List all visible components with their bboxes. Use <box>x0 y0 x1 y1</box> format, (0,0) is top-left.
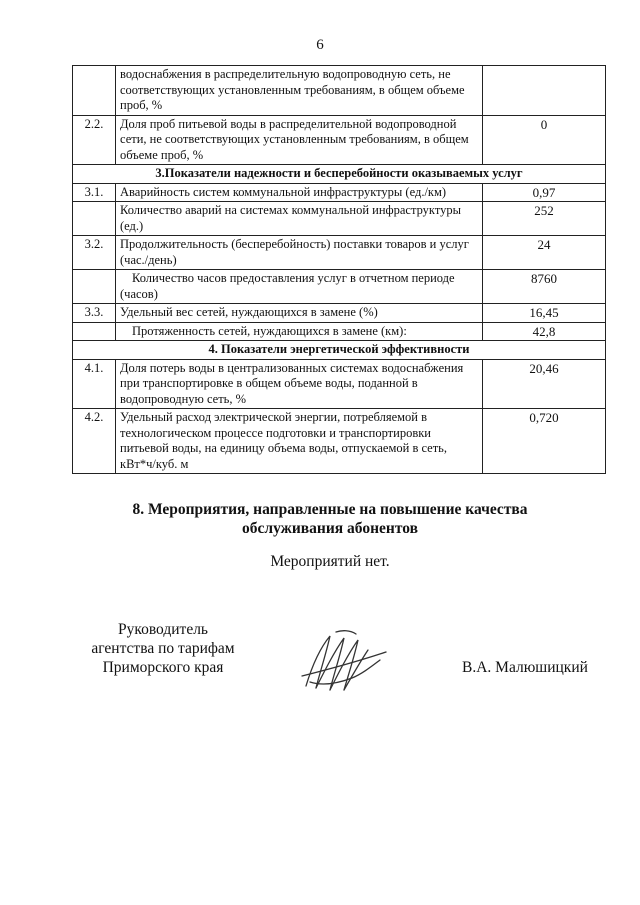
table-row <box>73 270 606 304</box>
table-row <box>73 322 606 341</box>
indicators-table <box>72 65 606 474</box>
handwritten-signature <box>296 626 392 699</box>
row-description: Доля проб питьевой воды в распределительной водопроводной сети, не соответствующих установленным требованиям, в общем объеме проб, % <box>116 115 483 165</box>
table-row <box>73 202 606 236</box>
section-header-row <box>73 165 606 184</box>
position-line: Руководитель <box>117 621 209 638</box>
section-8-heading-line: обслуживания абонентов <box>242 520 418 537</box>
row-description: Количество аварий на системах коммунальной инфраструктуры (ед.) <box>116 202 483 236</box>
row-number: 4.2. <box>73 409 116 474</box>
row-number <box>73 270 116 304</box>
row-value: 252 <box>483 202 606 236</box>
row-value: 0,720 <box>483 409 606 474</box>
row-number <box>73 66 116 116</box>
position-line: агентства по тарифам <box>91 640 235 657</box>
row-description: водоснабжения в распределительную водопроводную сеть, не соответствующих установленным требованиям, в общем объеме проб, % <box>116 66 483 116</box>
section-header: 3.Показатели надежности и бесперебойности оказываемых услуг <box>73 165 606 184</box>
signatory-position <box>78 620 248 677</box>
row-value: 16,45 <box>483 304 606 323</box>
row-number <box>73 202 116 236</box>
row-number: 3.2. <box>73 236 116 270</box>
signatory-name: В.А. Малюшицкий <box>462 659 588 676</box>
row-number: 3.3. <box>73 304 116 323</box>
row-value <box>483 66 606 116</box>
table-row <box>73 409 606 474</box>
row-number: 3.1. <box>73 183 116 202</box>
row-value: 20,46 <box>483 359 606 409</box>
row-value: 0 <box>483 115 606 165</box>
row-value: 42,8 <box>483 322 606 341</box>
section-header-row <box>73 341 606 360</box>
table-row <box>73 236 606 270</box>
row-value: 0,97 <box>483 183 606 202</box>
row-number: 4.1. <box>73 359 116 409</box>
page-number: 6 <box>316 37 324 53</box>
position-line: Приморского края <box>102 659 224 676</box>
row-description: Продолжительность (бесперебойность) поставки товаров и услуг (час./день) <box>116 236 483 270</box>
row-description: Количество часов предоставления услуг в отчетном периоде (часов) <box>116 270 483 304</box>
row-number <box>73 322 116 341</box>
table-row <box>73 115 606 165</box>
row-value: 8760 <box>483 270 606 304</box>
section-header: 4. Показатели энергетической эффективности <box>73 341 606 360</box>
row-description: Доля потерь воды в централизованных системах водоснабжения при транспортировке в общем объеме воды, поданной в водопроводную сеть, % <box>116 359 483 409</box>
section-8-heading <box>0 500 640 538</box>
no-measures-text: Мероприятий нет. <box>270 553 390 570</box>
table-row <box>73 304 606 323</box>
section-8-heading-line: 8. Мероприятия, направленные на повышение качества <box>132 501 528 518</box>
row-description: Удельный расход электрической энергии, потребляемой в технологическом процессе подготовки и транспортировки питьевой воды, на единицу объема воды, отпускаемой в сеть, кВт*ч/куб. м <box>116 409 483 474</box>
row-number: 2.2. <box>73 115 116 165</box>
table-row <box>73 359 606 409</box>
row-value: 24 <box>483 236 606 270</box>
table-row <box>73 66 606 116</box>
row-description: Протяженность сетей, нуждающихся в замене (км): <box>116 322 483 341</box>
row-description: Аварийность систем коммунальной инфраструктуры (ед./км) <box>116 183 483 202</box>
row-description: Удельный вес сетей, нуждающихся в замене (%) <box>116 304 483 323</box>
table-row <box>73 183 606 202</box>
